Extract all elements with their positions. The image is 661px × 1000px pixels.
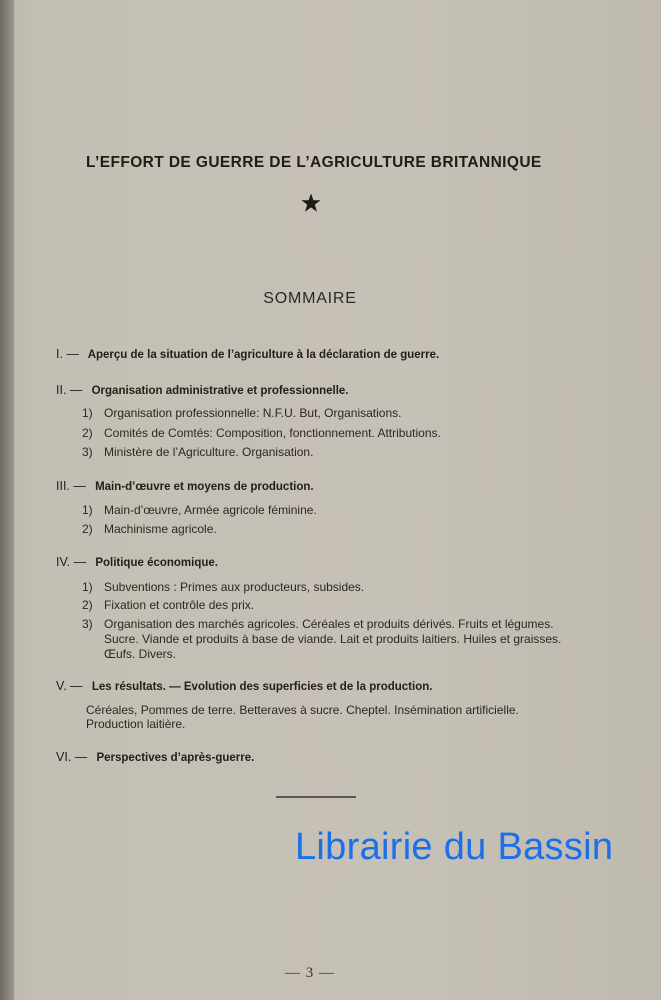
list-item: 1) Organisation professionnelle: N.F.U. But, Organisations.: [82, 406, 402, 420]
list-item: 2) Machinisme agricole.: [82, 522, 217, 536]
watermark: Librairie du Bassin: [295, 826, 614, 868]
section-1: [56, 347, 439, 361]
section-title: Les résultats. — Evolution des superficies et de la production.: [91, 681, 433, 693]
list-item: 2) Comités de Comtés: Composition, fonctionnement. Attributions.: [82, 426, 441, 440]
section-2: [56, 383, 349, 397]
section-number: II. —: [56, 383, 83, 397]
section-title: Organisation administrative et professionnelle.: [91, 385, 349, 397]
list-item: 1) Main-d’œuvre, Armée agricole féminine.: [82, 503, 317, 517]
list-item: 1) Subventions : Primes aux producteurs, subsides.: [82, 580, 365, 594]
section-number: III. —: [56, 479, 86, 493]
divider: [276, 796, 356, 798]
section-number: VI. —: [56, 750, 88, 764]
star-ornament-icon: [300, 192, 322, 214]
section-4: [56, 555, 218, 569]
book-gutter: [0, 0, 14, 1000]
section-number: V. —: [56, 679, 83, 693]
section-paragraph: Céréales, Pommes de terre. Betteraves à sucre. Cheptel. Insémination artificielle. Production laitière.: [86, 703, 519, 731]
section-title: Perspectives d’après-guerre.: [96, 752, 255, 764]
section-3: [56, 479, 314, 493]
summary-heading: SOMMAIRE: [263, 290, 357, 307]
list-item: 3) Organisation des marchés agricoles. Céréales et produits dérivés. Fruits et légumes. Sucre. Viande et produits à base de viande. Lait et produits laitiers. Huiles et graisses. Œufs. Divers.: [82, 617, 562, 661]
list-item: 2) Fixation et contrôle des prix.: [82, 598, 255, 612]
section-title: Politique économique.: [95, 557, 218, 569]
page-number: — 3 —: [285, 965, 335, 981]
section-number: IV. —: [56, 555, 87, 569]
section-number: I. —: [56, 347, 79, 361]
section-title: Main-d’œuvre et moyens de production.: [95, 481, 314, 493]
document-title: L’EFFORT DE GUERRE DE L’AGRICULTURE BRITANNIQUE: [86, 154, 542, 171]
section-6: [56, 750, 254, 764]
section-5: [56, 679, 432, 693]
section-title: Aperçu de la situation de l’agriculture à la déclaration de guerre.: [87, 349, 440, 361]
list-item: 3) Ministère de l’Agriculture. Organisation.: [82, 445, 314, 459]
